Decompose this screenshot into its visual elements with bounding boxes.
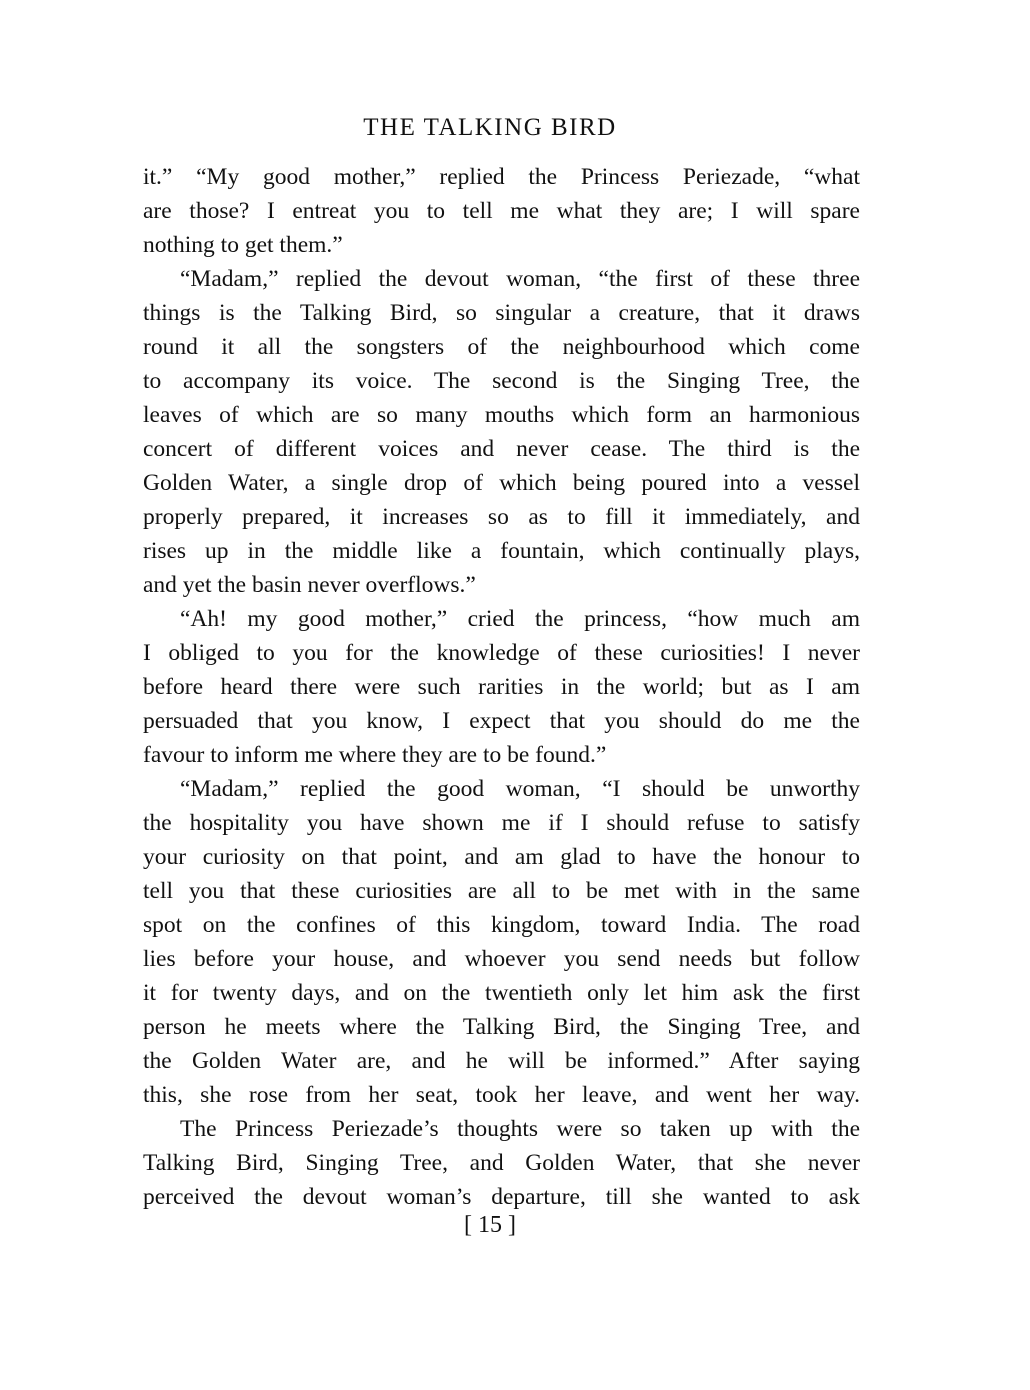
text-line: favour to inform me where they are to be found.” <box>143 742 607 768</box>
text-line: person he meets where the Talking Bird, the Singing Tree, and <box>143 1014 860 1040</box>
text-line: your curiosity on that point, and am glad to have the honour to <box>143 844 860 870</box>
text-line: this, she rose from her seat, took her leave, and went her way. <box>143 1082 860 1108</box>
text-line: “Madam,” replied the good woman, “I should be unworthy <box>180 776 860 802</box>
text-line: “Madam,” replied the devout woman, “the first of these three <box>180 266 860 292</box>
text-line: The Princess Periezade’s thoughts were so taken up with the <box>180 1116 860 1142</box>
page-number: [ 15 ] <box>464 1212 516 1238</box>
text-line: Talking Bird, Singing Tree, and Golden Water, that she never <box>143 1150 860 1176</box>
text-line: rises up in the middle like a fountain, which continually plays, <box>143 538 860 564</box>
text-line: tell you that these curiosities are all to be met with in the same <box>143 878 860 904</box>
text-line: properly prepared, it increases so as to fill it immediately, and <box>143 504 860 530</box>
text-line: the hospitality you have shown me if I should refuse to satisfy <box>143 810 860 836</box>
body-text <box>143 160 860 1214</box>
text-line: nothing to get them.” <box>143 232 343 258</box>
paragraph <box>143 160 860 262</box>
text-line: things is the Talking Bird, so singular a creature, that it draws <box>143 300 860 326</box>
text-line: leaves of which are so many mouths which form an harmonious <box>143 402 860 428</box>
text-line: perceived the devout woman’s departure, till she wanted to ask <box>143 1184 860 1210</box>
text-line: are those? I entreat you to tell me what they are; I will spare <box>143 198 860 224</box>
text-line: to accompany its voice. The second is the Singing Tree, the <box>143 368 860 394</box>
paragraph <box>143 262 860 602</box>
text-line: the Golden Water are, and he will be informed.” After saying <box>143 1048 860 1074</box>
text-line: Golden Water, a single drop of which being poured into a vessel <box>143 470 860 496</box>
text-line: it.” “My good mother,” replied the Princess Periezade, “what <box>143 164 860 190</box>
text-line: I obliged to you for the knowledge of these curiosities! I never <box>143 640 860 666</box>
text-line: lies before your house, and whoever you send needs but follow <box>143 946 860 972</box>
text-line: and yet the basin never overflows.” <box>143 572 476 598</box>
running-head: THE TALKING BIRD <box>363 114 617 141</box>
text-line: “Ah! my good mother,” cried the princess, “how much am <box>180 606 860 632</box>
text-line: it for twenty days, and on the twentieth only let him ask the first <box>143 980 860 1006</box>
paragraph <box>143 1112 860 1214</box>
paragraph <box>143 772 860 1112</box>
text-line: concert of different voices and never cease. The third is the <box>143 436 860 462</box>
paragraph <box>143 602 860 772</box>
text-line: persuaded that you know, I expect that you should do me the <box>143 708 860 734</box>
text-line: round it all the songsters of the neighbourhood which come <box>143 334 860 360</box>
text-line: spot on the confines of this kingdom, toward India. The road <box>143 912 860 938</box>
text-line: before heard there were such rarities in the world; but as I am <box>143 674 860 700</box>
